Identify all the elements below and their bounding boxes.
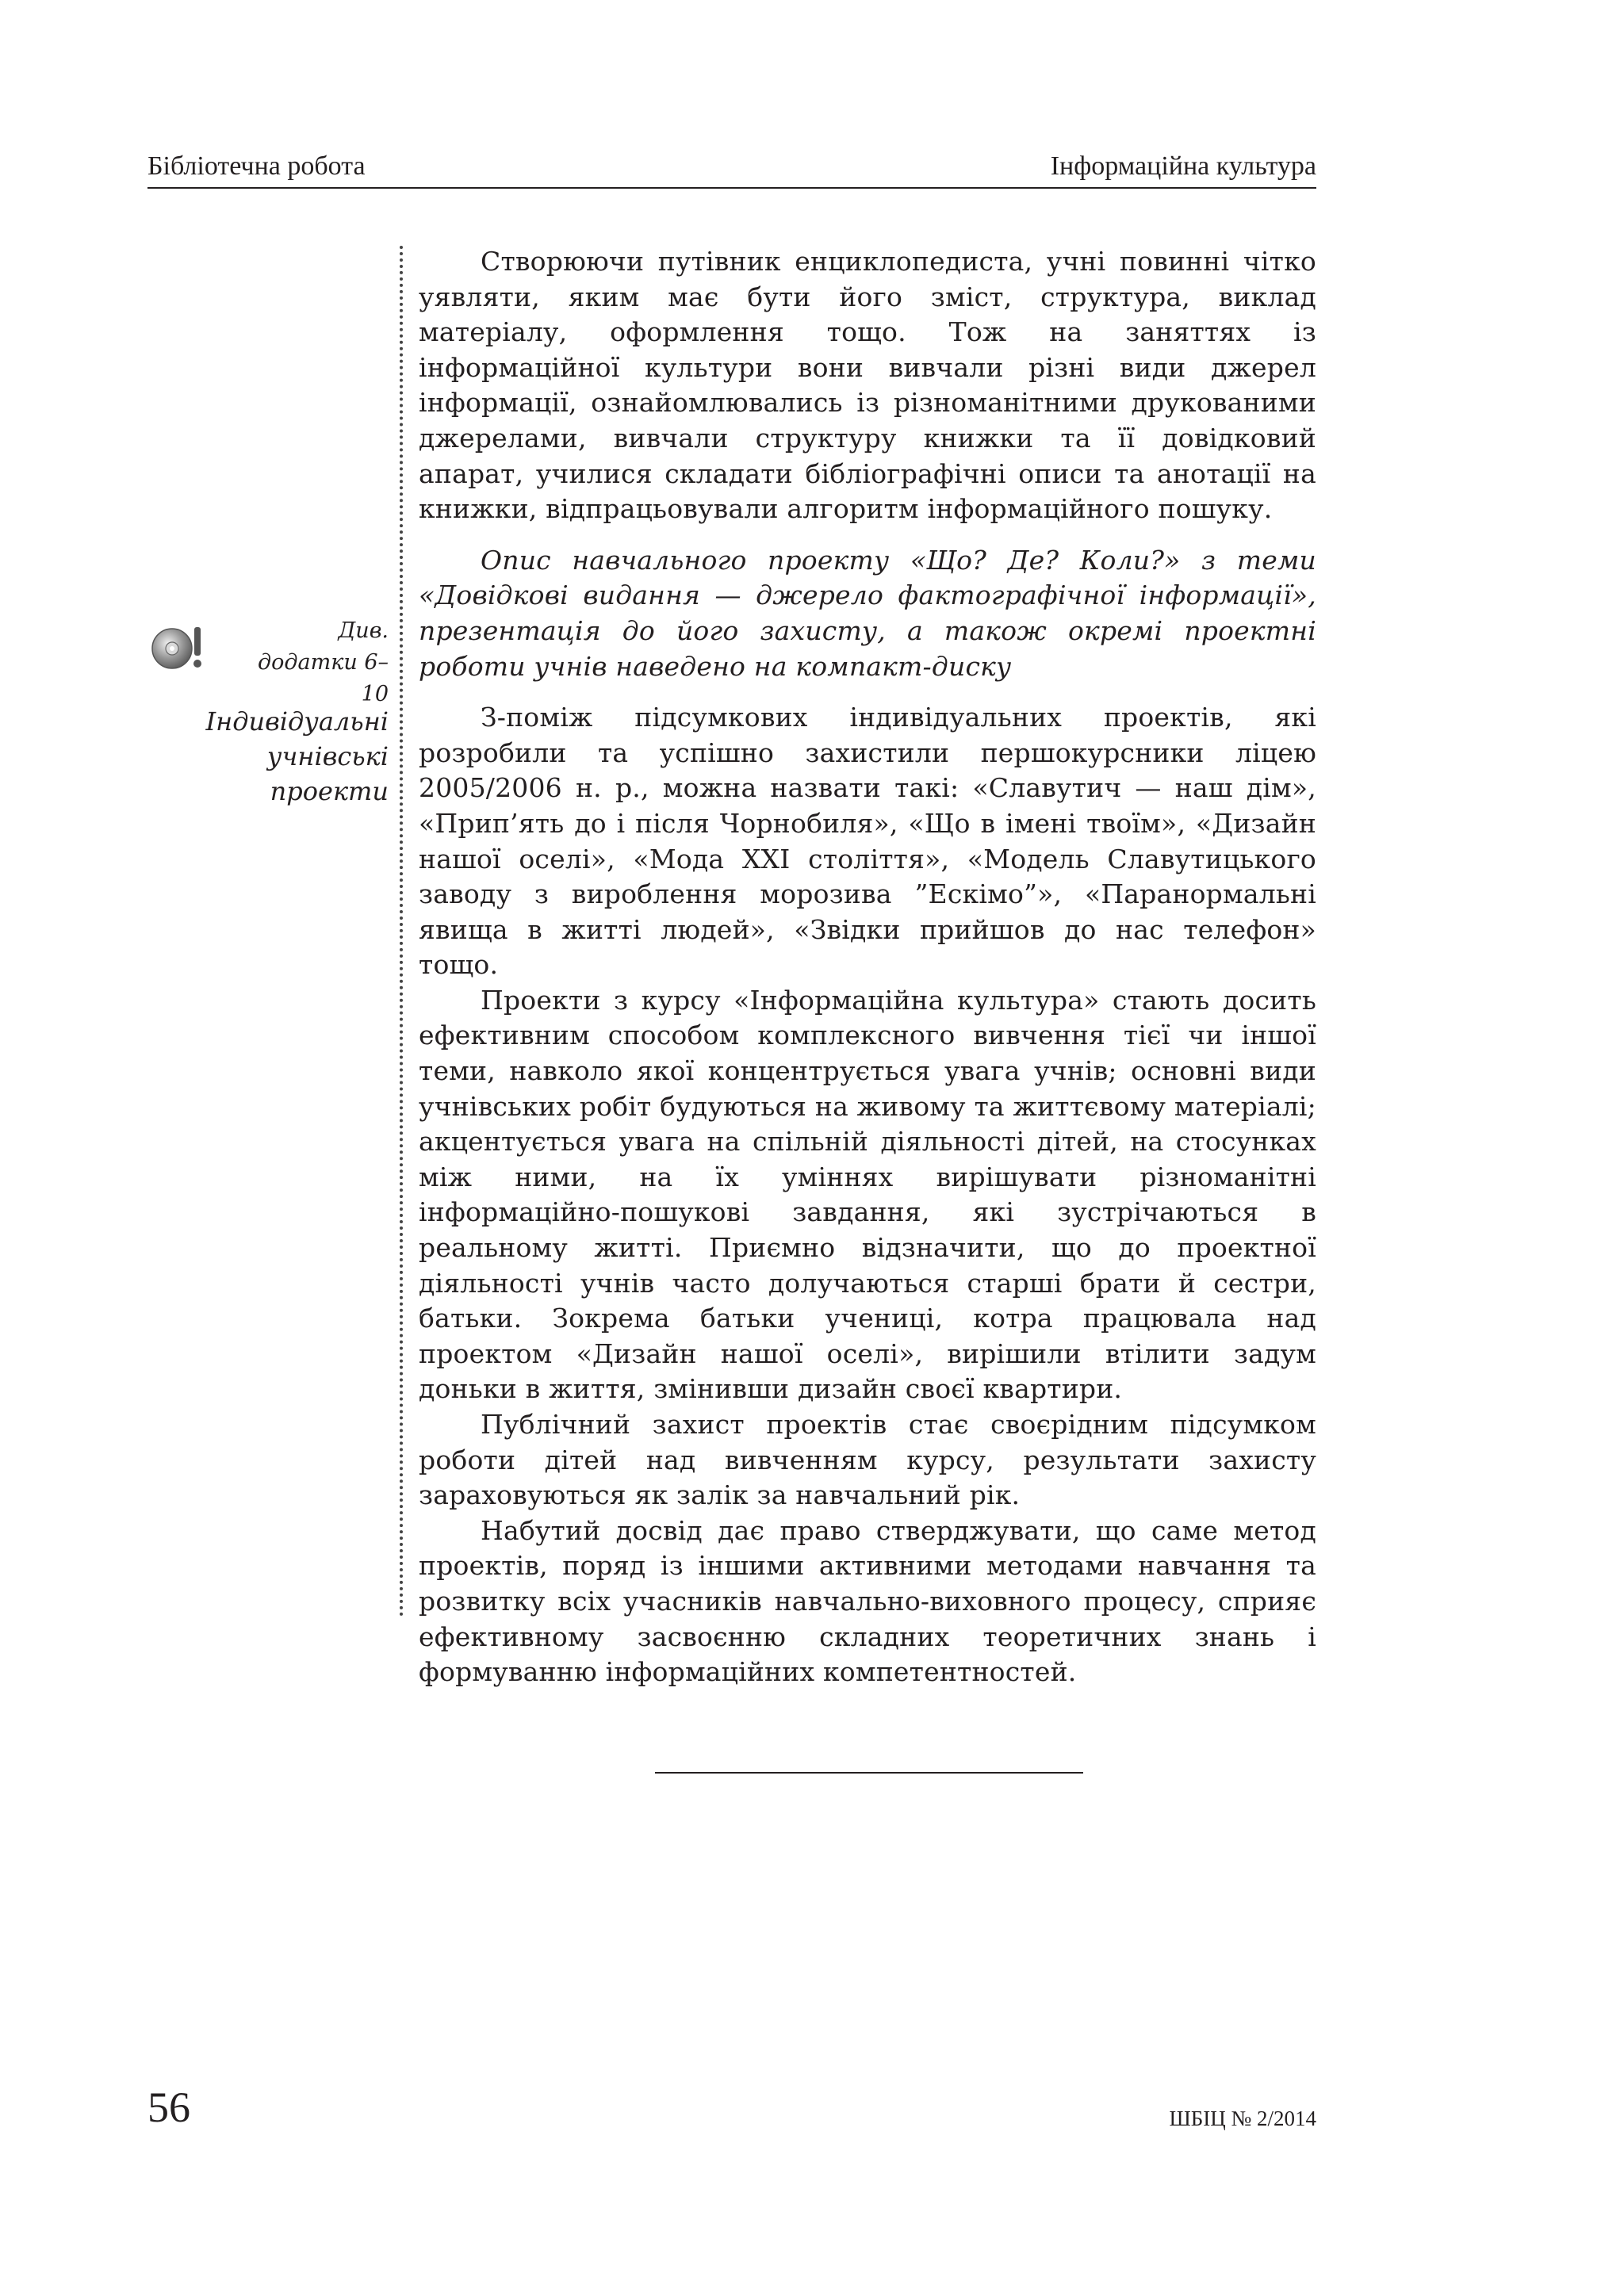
paragraph-3: З-поміж підсумкових індивідуальних проектів, які розробили та успішно захистили першокурсники ліцею 2005/2006 н. р., можна назвати такі: «Славутич — наш дім», «Прип’ять до і після Чорнобиля», «Що в імені твоїм», «Дизайн нашої оселі», «Мода XXI століття», «Модель Славутицького заводу з вироблення морозива ”Ескімо”», «Паранормальні явища в житті людей», «Звідки прийшов до нас телефон» тощо. [419, 702, 1316, 981]
end-rule [655, 1772, 1083, 1774]
margin-note-see-label: Див. [338, 618, 389, 643]
journal-issue: ШБІЦ № 2/2014 [1169, 2107, 1316, 2130]
paragraph-6: Набутий досвід дає право стверджувати, що саме метод проектів, поряд із іншими активними методами навчання та розвитку всіх учасників навчально-виховного процесу, сприяє ефективному засвоєнню складних теоретичних знань і формуванню інформаційних компетентностей. [419, 1514, 1316, 1688]
paragraph-1: Створюючи путівник енциклопедиста, учні повинні чітко уявляти, яким має бути його зміст, структура, виклад матеріалу, оформлення тощо. Тож на заняттях із інформаційної культури вони вивчали різні види джерел інформації, ознайомлювались із різноманітними друкованими джерелами, вивчали структуру книжки та її довідковий апарат, училися складати бібліографічні описи та анотації на книжки, відпрацьовували алгоритм інформаційного пошуку. [419, 246, 1316, 525]
margin-note-see-appendix [238, 615, 389, 710]
running-head [147, 151, 1316, 189]
header-section-title: Бібліотечна робота [147, 151, 366, 181]
header-topic-title: Інформаційна культура [1050, 151, 1316, 181]
margin-note-projects-line2: учнівські проекти [266, 741, 389, 806]
article-body [419, 244, 1316, 1690]
cd-disc-exclamation-icon [151, 622, 206, 672]
paragraph-cd-note: Опис навчального проекту «Що? Де? Коли?» з теми «Довідкові видання — джерело фактографічної інформації», презентація до його захисту, а також окремі проектні роботи учнів наведено на компакт-диску [419, 544, 1316, 682]
margin-note-projects-line1: Індивідуальні [205, 706, 389, 737]
page-number: 56 [147, 2084, 190, 2131]
dotted-margin-rule [400, 246, 403, 1617]
paragraph-4: Проекти з курсу «Інформаційна культура» стають досить ефективним способом комплексного вивчення тієї чи іншої теми, навколо якої концентрується увага учнів; основні види учнівських робіт будуються на живому та життєвому матеріалі; акцентується увага на спільній діяльності дітей, на стосунках між ними, на їх уміннях вирішувати різноманітні інформаційно-пошукові завдання, які зустрічаються в реальному житті. Приємно відзначити, що до проектної діяльності учнів часто долучаються старші брати й сестри, батьки. Зокрема батьки учениці, котра працювала над проектом «Дизайн нашої оселі», вирішили втілити задум доньки в життя, змінивши дизайн своєї квартири. [419, 984, 1316, 1405]
margin-note-individual-projects [151, 704, 389, 809]
paragraph-5: Публічний захист проектів стає своєрідним підсумком роботи дітей над вивченням курсу, результати захисту зараховуються як залік за навчальний рік. [419, 1409, 1316, 1511]
margin-note-appendix-range: додатки 6–10 [258, 650, 389, 706]
